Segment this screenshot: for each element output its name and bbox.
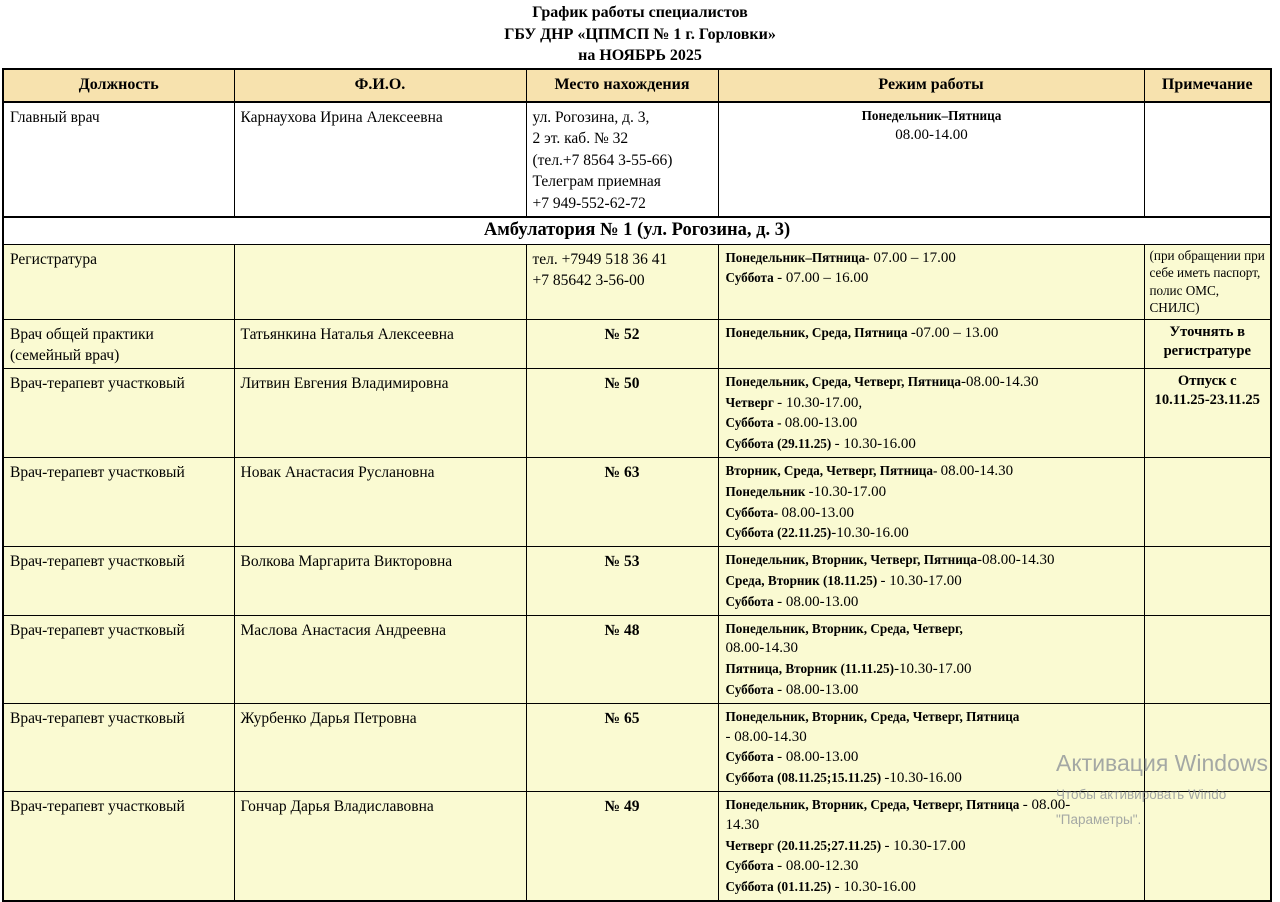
note-cell: [1144, 615, 1271, 703]
watermark-line-3: "Параметры".: [1056, 812, 1280, 828]
table-header-row: [3, 69, 1271, 102]
note-cell: (при обращении при себе иметь паспорт, полис ОМС, СНИЛС): [1144, 244, 1271, 319]
position-cell: Врач-терапевт участковый: [3, 615, 234, 703]
fio-cell: Татьянкина Наталья Алексеевна: [234, 319, 526, 368]
location-cell: № 48: [526, 615, 718, 703]
fio-cell: Гончар Дарья Владиславовна: [234, 792, 526, 901]
table-row: [3, 547, 1271, 615]
note-cell: [1144, 102, 1271, 218]
fio-cell: Новак Анастасия Руслановна: [234, 458, 526, 547]
location-cell: № 63: [526, 458, 718, 547]
note-cell: [1144, 792, 1271, 901]
table-row: [3, 458, 1271, 547]
section-header-text: Амбулатория № 1 (ул. Рогозина, д. 3): [3, 217, 1271, 244]
table-row: [3, 703, 1271, 791]
page-title: [0, 0, 1280, 67]
note-cell: Уточнять в регистратуре: [1144, 319, 1271, 368]
location-cell: № 52: [526, 319, 718, 368]
schedule-cell: Понедельник–Пятница- 07.00 – 17.00 Суббота - 07.00 – 16.00: [718, 244, 1144, 319]
fio-cell: Литвин Евгения Владимировна: [234, 368, 526, 457]
table-row: [3, 615, 1271, 703]
schedule-cell: Понедельник–Пятница 08.00-14.00: [718, 102, 1144, 218]
watermark-line-1: Активация Windows: [1056, 750, 1280, 776]
table-row: [3, 244, 1271, 319]
schedule-cell: Понедельник, Вторник, Среда, Четверг, Пятница - 08.00-14.30 Суббота - 08.00-13.00 Суббота (08.11.25;15.11.25) -10.30-16.00: [718, 703, 1144, 791]
location-cell: ул. Рогозина, д. 3, 2 эт. каб. № 32 (тел.+7 8564 3-55-66) Телеграм приемная +7 949-552-62-72: [526, 102, 718, 218]
schedule-cell: Вторник, Среда, Четверг, Пятница- 08.00-14.30 Понедельник -10.30-17.00 Суббота- 08.00-13.00 Суббота (22.11.25)-10.30-16.00: [718, 458, 1144, 547]
column-header-4: Режим работы: [718, 69, 1144, 102]
position-cell: Врач-терапевт участковый: [3, 458, 234, 547]
section-header-row: [3, 217, 1271, 244]
location-cell: № 65: [526, 703, 718, 791]
position-cell: Главный врач: [3, 102, 234, 218]
schedule-cell: Понедельник, Среда, Четверг, Пятница-08.00-14.30 Четверг - 10.30-17.00, Суббота - 08.00-13.00 Суббота (29.11.25) - 10.30-16.00: [718, 368, 1144, 457]
fio-cell: Карнаухова Ирина Алексеевна: [234, 102, 526, 218]
note-cell: [1144, 458, 1271, 547]
column-header-1: Должность: [3, 69, 234, 102]
fio-cell: Маслова Анастасия Андреевна: [234, 615, 526, 703]
table-row: [3, 319, 1271, 368]
table-body: [3, 102, 1271, 902]
note-cell: Отпуск с 10.11.25-23.11.25: [1144, 368, 1271, 457]
column-header-5: Примечание: [1144, 69, 1271, 102]
schedule-cell: Понедельник, Вторник, Среда, Четверг, 08.00-14.30 Пятница, Вторник (11.11.25)-10.30-17.00 Суббота - 08.00-13.00: [718, 615, 1144, 703]
page-title-line-1: График работы специалистов: [0, 2, 1280, 24]
work-schedule-table: [2, 68, 1272, 902]
fio-cell: Журбенко Дарья Петровна: [234, 703, 526, 791]
position-cell: Врач общей практики (семейный врач): [3, 319, 234, 368]
watermark-line-2: Чтобы активировать Windo: [1056, 787, 1280, 803]
position-cell: Врач-терапевт участковый: [3, 547, 234, 615]
page-title-line-3: на НОЯБРЬ 2025: [0, 45, 1280, 67]
page-title-line-2: ГБУ ДНР «ЦПМСП № 1 г. Горловки»: [0, 24, 1280, 46]
position-cell: Врач-терапевт участковый: [3, 368, 234, 457]
schedule-cell: Понедельник, Вторник, Среда, Четверг, Пятница - 08.00- 14.30 Четверг (20.11.25;27.11.25) - 10.30-17.00 Суббота - 08.00-12.30 Суббота (01.11.25) - 10.30-16.00: [718, 792, 1144, 901]
location-cell: № 53: [526, 547, 718, 615]
table-row: [3, 792, 1271, 901]
position-cell: Регистратура: [3, 244, 234, 319]
location-cell: № 49: [526, 792, 718, 901]
table-row: [3, 368, 1271, 457]
column-header-3: Место нахождения: [526, 69, 718, 102]
fio-cell: [234, 244, 526, 319]
column-header-2: Ф.И.О.: [234, 69, 526, 102]
schedule-cell: Понедельник, Среда, Пятница -07.00 – 13.00: [718, 319, 1144, 368]
note-cell: [1144, 547, 1271, 615]
table-row: [3, 102, 1271, 218]
fio-cell: Волкова Маргарита Викторовна: [234, 547, 526, 615]
location-cell: № 50: [526, 368, 718, 457]
position-cell: Врач-терапевт участковый: [3, 703, 234, 791]
position-cell: Врач-терапевт участковый: [3, 792, 234, 901]
location-cell: тел. +7949 518 36 41 +7 85642 3-56-00: [526, 244, 718, 319]
schedule-cell: Понедельник, Вторник, Четверг, Пятница-08.00-14.30 Среда, Вторник (18.11.25) - 10.30-17.00 Суббота - 08.00-13.00: [718, 547, 1144, 615]
note-cell: [1144, 703, 1271, 791]
